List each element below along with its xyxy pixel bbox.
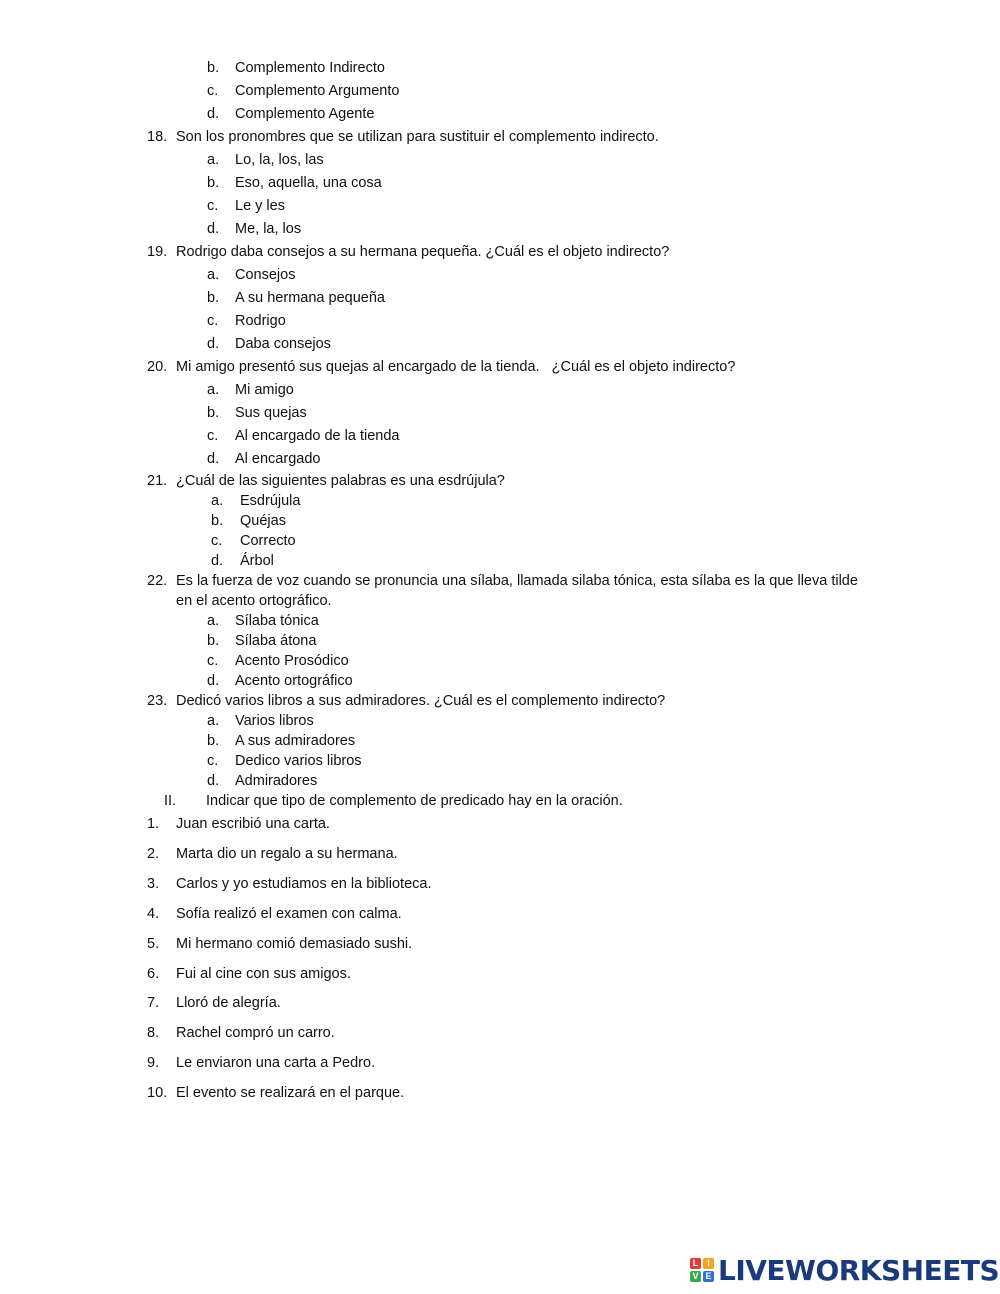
sentence-text: Juan escribió una carta. <box>176 816 330 832</box>
option-text: Eso, aquella, una cosa <box>235 175 382 191</box>
question-number: 20. <box>147 359 168 375</box>
sentence-number: 6. <box>147 966 160 982</box>
sentence-text: Carlos y yo estudiamos en la biblioteca. <box>176 876 432 892</box>
option-text: A sus admiradores <box>235 733 356 749</box>
option-text: Complemento Indirecto <box>235 60 385 76</box>
option-text: Complemento Argumento <box>235 83 400 99</box>
option-letter: c. <box>207 198 219 214</box>
option-text: Rodrigo <box>235 313 286 329</box>
section-numeral: II. <box>164 793 177 809</box>
option-text: Me, la, los <box>235 221 302 237</box>
option-text: Dedico varios libros <box>235 753 362 769</box>
option-text: Sílaba tónica <box>235 613 319 629</box>
sentence-text: Sofía realizó el examen con calma. <box>176 906 402 922</box>
option-letter: c. <box>207 313 219 329</box>
option-letter: c. <box>207 653 219 669</box>
option-text: Árbol <box>240 553 274 569</box>
option-text: Consejos <box>235 267 296 283</box>
sentence-number: 3. <box>147 876 160 892</box>
option-text: Al encargado <box>235 451 321 467</box>
option-letter: b. <box>207 60 220 76</box>
option-text: Varios libros <box>235 713 314 729</box>
sentence-number: 2. <box>147 846 160 862</box>
option-letter: b. <box>207 405 220 421</box>
logo-grid-icon <box>690 1258 714 1282</box>
option-letter: a. <box>207 267 220 283</box>
sentence-number: 9. <box>147 1055 160 1071</box>
option-letter: c. <box>207 428 219 444</box>
option-letter: b. <box>207 733 220 749</box>
option-letter: d. <box>207 451 220 467</box>
sentence-number: 8. <box>147 1025 160 1041</box>
option-letter: d. <box>207 336 220 352</box>
option-text: Quéjas <box>240 513 286 529</box>
sentence-number: 1. <box>147 816 160 832</box>
option-letter: b. <box>207 633 220 649</box>
option-letter: d. <box>207 773 220 789</box>
sentence-text: Mi hermano comió demasiado sushi. <box>176 936 413 952</box>
option-text: Acento ortográfico <box>235 673 353 689</box>
option-letter: d. <box>207 673 220 689</box>
option-text: Lo, la, los, las <box>235 152 324 168</box>
sentence-text: Fui al cine con sus amigos. <box>176 966 351 982</box>
option-letter: c. <box>207 83 219 99</box>
question-text: Dedicó varios libros a sus admiradores. ¿Cuál es el complemento indirecto? <box>176 693 666 709</box>
option-text: A su hermana pequeña <box>235 290 385 306</box>
logo-letter: L <box>690 1258 701 1269</box>
option-letter: a. <box>207 152 220 168</box>
option-letter: c. <box>211 533 223 549</box>
option-letter: d. <box>207 106 220 122</box>
option-text: Daba consejos <box>235 336 331 352</box>
option-text: Mi amigo <box>235 382 294 398</box>
question-number: 22. <box>147 573 168 589</box>
question-number: 21. <box>147 473 168 489</box>
option-text: Sílaba átona <box>235 633 317 649</box>
option-letter: b. <box>207 175 220 191</box>
question-text: ¿Cuál de las siguientes palabras es una esdrújula? <box>176 473 505 489</box>
option-letter: a. <box>211 493 224 509</box>
sentence-number: 5. <box>147 936 160 952</box>
logo-letter: V <box>690 1271 701 1282</box>
question-number: 19. <box>147 244 168 260</box>
option-text: Complemento Agente <box>235 106 375 122</box>
question-number: 18. <box>147 129 168 145</box>
question-text: Son los pronombres que se utilizan para sustituir el complemento indirecto. <box>176 129 659 145</box>
option-letter: c. <box>207 753 219 769</box>
sentence-text: Rachel compró un carro. <box>176 1025 335 1041</box>
sentence-number: 10. <box>147 1085 168 1101</box>
sentence-text: El evento se realizará en el parque. <box>176 1085 405 1101</box>
option-letter: a. <box>207 713 220 729</box>
liveworksheets-logo <box>690 1254 999 1286</box>
logo-wordmark: LIVEWORKSHEETS <box>718 1253 1000 1287</box>
sentence-text: Marta dio un regalo a su hermana. <box>176 846 398 862</box>
option-letter: a. <box>207 613 220 629</box>
sentence-number: 4. <box>147 906 160 922</box>
option-text: Acento Prosódico <box>235 653 349 669</box>
option-text: Sus quejas <box>235 405 307 421</box>
option-letter: d. <box>207 221 220 237</box>
option-text: Admiradores <box>235 773 318 789</box>
option-text: Esdrújula <box>240 493 301 509</box>
option-text: Correcto <box>240 533 296 549</box>
option-letter: d. <box>211 553 224 569</box>
logo-letter: E <box>703 1271 714 1282</box>
question-text: Rodrigo daba consejos a su hermana pequeña. ¿Cuál es el objeto indirecto? <box>176 244 670 260</box>
logo-letter: I <box>703 1258 714 1269</box>
sentence-text: Lloró de alegría. <box>176 995 281 1011</box>
option-text: Le y les <box>235 198 285 214</box>
section-title: Indicar que tipo de complemento de predicado hay en la oración. <box>206 793 623 809</box>
question-text: Es la fuerza de voz cuando se pronuncia una sílaba, llamada silaba tónica, esta sílaba es la que lleva tilde en el acento ortográfico. <box>176 573 858 609</box>
question-text: Mi amigo presentó sus quejas al encargado de la tienda. ¿Cuál es el objeto indirecto? <box>176 359 736 375</box>
option-letter: a. <box>207 382 220 398</box>
question-number: 23. <box>147 693 168 709</box>
option-text: Al encargado de la tienda <box>235 428 400 444</box>
sentence-text: Le enviaron una carta a Pedro. <box>176 1055 376 1071</box>
option-letter: b. <box>207 290 220 306</box>
option-letter: b. <box>211 513 224 529</box>
sentence-number: 7. <box>147 995 160 1011</box>
